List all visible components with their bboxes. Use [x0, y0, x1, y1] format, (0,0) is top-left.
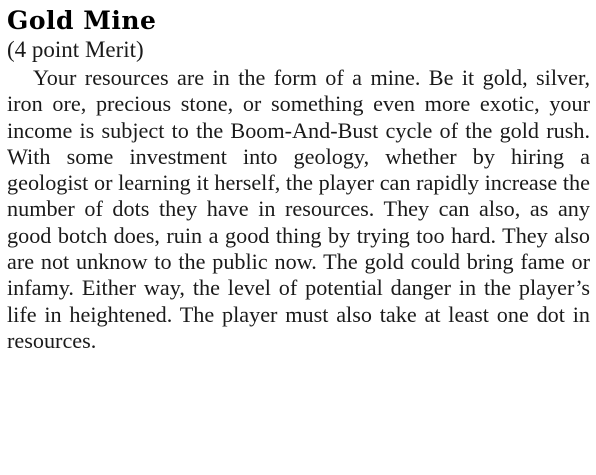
merit-title: Gold Mine — [7, 6, 157, 35]
merit-cost: (4 point Merit) — [7, 37, 144, 62]
merit-description: Your resources are in the form of a mine. Be it gold, silver, iron ore, precious stone, or something even more exotic, your income is subject to the Boom-And-Bust cycle of the gold rush. With some investment into geology, whether by hiring a geologist or learning it herself, the player can rapidly increase the number of dots they have in resources. They can also, as any good botch does, ruin a good thing by trying too hard. They also are not unknow to the public now. The gold could bring fame or infamy. Either way, the level of potential danger in the player’s life in heightened. The player must also take at least one dot in resources. — [7, 65, 590, 353]
